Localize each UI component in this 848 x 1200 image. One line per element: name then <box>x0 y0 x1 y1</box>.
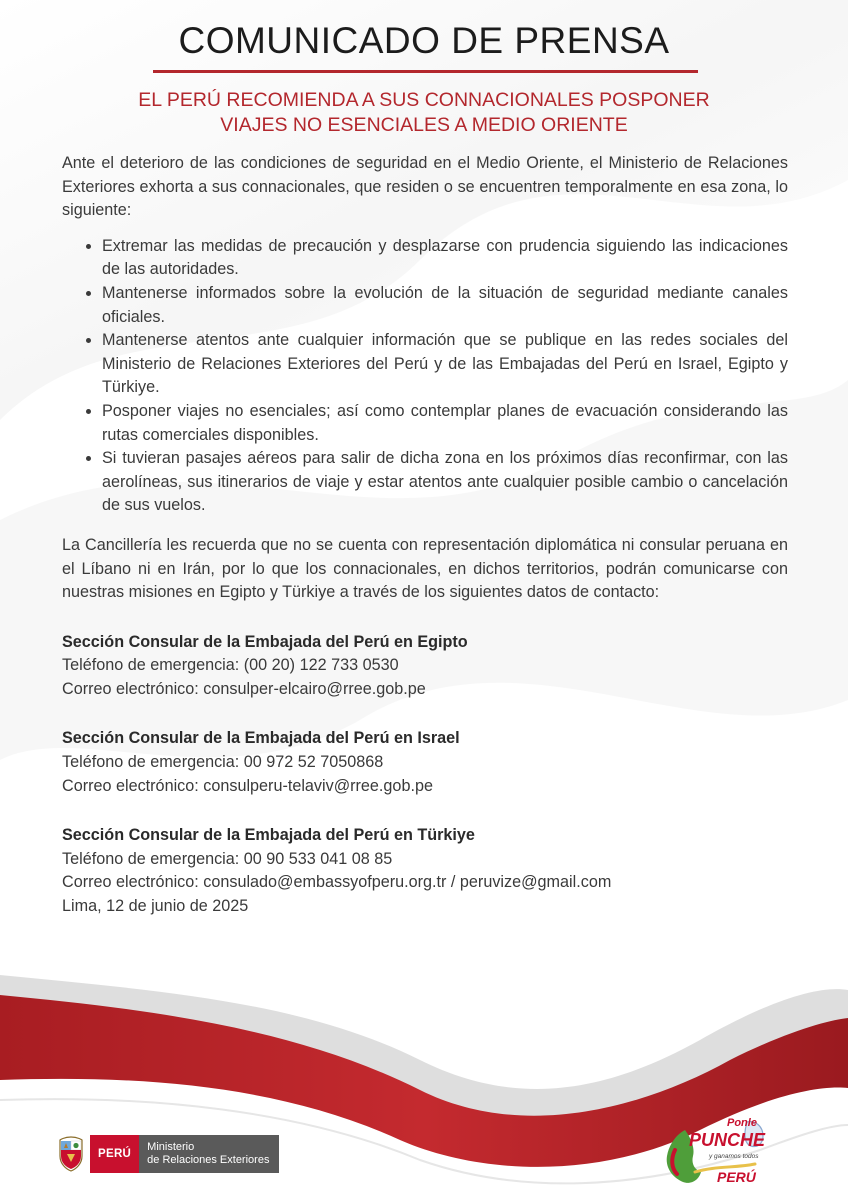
campaign-word-punche: PUNCHE <box>689 1130 766 1150</box>
contact-phone: Teléfono de emergencia: (00 20) 122 733 0530 <box>62 656 399 675</box>
campaign-word-peru: PERÚ <box>717 1169 756 1185</box>
list-item: • Extremar las medidas de precaución y desplazarse con prudencia siguiendo las indicaciones de las autoridades. <box>102 235 788 282</box>
ministry-logo <box>58 1133 279 1175</box>
ministry-name <box>139 1135 279 1173</box>
ponle-punche-campaign-logo <box>655 1110 770 1190</box>
contact-title: Sección Consular de la Embajada del Perú en Israel <box>62 729 460 748</box>
contact-phone: Teléfono de emergencia: 00 90 533 041 08 85 <box>62 849 393 868</box>
contact-email: Correo electrónico: consulper-elcairo@rree.gob.pe <box>62 679 426 698</box>
list-item: • Mantenerse informados sobre la evolución de la situación de seguridad mediante canales oficiales. <box>102 282 788 329</box>
intro-paragraph: Ante el deterioro de las condiciones de seguridad en el Medio Oriente, el Ministerio de Relaciones Exteriores exhorta a sus connacionales, que residen o se encuentren temporalmente en esa zona, lo siguiente: <box>62 154 788 220</box>
recommendations-list <box>62 235 788 518</box>
page-title: COMUNICADO DE PRENSA <box>178 20 670 61</box>
contact-email: Correo electrónico: consulperu-telaviv@rree.gob.pe <box>62 776 433 795</box>
title-divider <box>153 70 698 73</box>
date-line: Lima, 12 de junio de 2025 <box>62 897 249 916</box>
ministry-line-2: de Relaciones Exteriores <box>147 1154 270 1166</box>
contact-phone: Teléfono de emergencia: 00 972 52 7050868 <box>62 753 384 772</box>
contact-title: Sección Consular de la Embajada del Perú en Türkiye <box>62 826 475 845</box>
headline-line-1: EL PERÚ RECOMIENDA A SUS CONNACIONALES POSPONER <box>138 89 710 111</box>
list-item: • Posponer viajes no esenciales; así como contemplar planes de evacuación considerando las rutas comerciales disponibles. <box>102 400 788 447</box>
campaign-word-ponle: Ponle <box>727 1117 757 1129</box>
contact-title: Sección Consular de la Embajada del Perú en Egipto <box>62 632 468 651</box>
contact-section-israel <box>62 727 788 798</box>
contact-section-egypt <box>62 631 788 702</box>
headline-line-2: VIAJES NO ESENCIALES A MEDIO ORIENTE <box>220 114 628 136</box>
ministry-line-1: Ministerio <box>147 1141 195 1153</box>
body-content <box>62 152 788 919</box>
list-item: • Mantenerse atentos ante cualquier información que se publique en las redes sociales del Ministerio de Relaciones Exteriores del Perú y de las Embajadas del Perú en Israel, Egipto y Türkiye. <box>102 329 788 400</box>
peru-label: PERÚ <box>90 1135 139 1173</box>
contact-section-turkiye <box>62 824 788 895</box>
contact-intro-paragraph: La Cancillería les recuerda que no se cuenta con representación diplomática ni consular peruana en el Líbano ni en Irán, por lo que los connacionales, en dichos territorios, podrán comunicarse con nuestras misiones en Egipto y Türkiye a través de los siguientes datos de contacto: <box>62 535 788 602</box>
contact-email: Correo electrónico: consulado@embassyofperu.org.tr / peruvize@gmail.com <box>62 873 612 892</box>
headline <box>60 88 788 138</box>
list-item: • Si tuvieran pasajes aéreos para salir de dicha zona en los próximos días reconfirmar, con las aerolíneas, sus itinerarios de viaje y estar atentos ante cualquier posible cambio o cancelación de sus vuelos. <box>102 447 788 518</box>
coat-of-arms-icon <box>58 1136 84 1172</box>
campaign-tagline: y ganamos todos <box>709 1153 759 1160</box>
